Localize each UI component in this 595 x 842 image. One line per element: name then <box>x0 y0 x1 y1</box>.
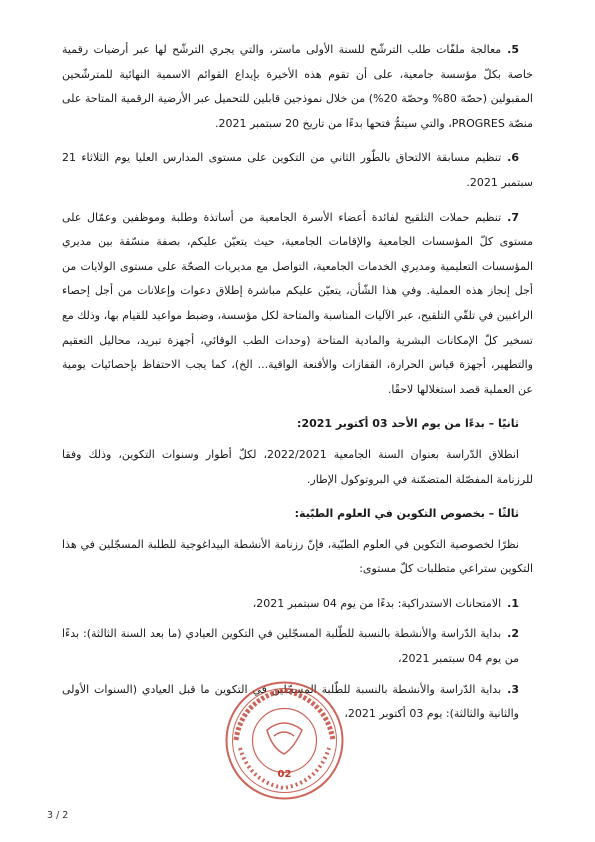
document-body <box>62 38 533 733</box>
paragraph-text: تنظيم مسابقة الالتحاق بالطّور الثاني من التكوين على مستوى المدارس العليا يوم الثلاثاء 21 سبتمبر 2021. <box>62 151 533 189</box>
paragraph-number: 5. <box>507 43 519 56</box>
paragraph-7 <box>62 206 533 403</box>
paragraph-number: 6. <box>507 151 519 165</box>
section-2-heading: ثانيًا – بدءًا من يوم الأحد 03 أكتوبر 2021: <box>297 417 519 431</box>
list-item-number: 1. <box>507 596 519 610</box>
section-3-text: نظرًا لخصوصية التكوين في العلوم الطبّية، فإنّ رزنامة الأنشطة البيداغوجية للطلبة المسجّلين في هذا التكوين ستراعي متطلبات كلّ مستوى: <box>62 537 533 576</box>
paragraph-6 <box>62 146 533 195</box>
list-item-text: بداية الدّراسة والأنشطة بالنسبة للطّلبة المسجّلين في التكوين ما قبل العيادي (السنوات الأولى والثانية والثالثة): يوم 03 أكتوبر 2021، <box>62 682 519 721</box>
official-stamp-icon <box>222 678 347 803</box>
page-number: 3 / 2 <box>47 810 69 821</box>
list-item <box>62 592 533 617</box>
paragraph-text: معالجة ملفّات طلب الترشّح للسنة الأولى ماستر، والتي يجري الترشّح لها عبر أرضيات رقمية خاصة بكلّ مؤسسة جامعية، على أن تقوم هذه الأخيرة بإيداع القوائم الاسمية النهائية للمترشّحين المقبولين (حصّة 80% وحصّة 20%) من خلال نموذجين قابلين للتحميل عبر الأرضية الرقمية المتاحة على منصّة PROGRES، والتي سيتمُّ فتحها بدءًا من تاريخ 20 سبتمبر 2021. <box>62 43 533 130</box>
list-item-text: بداية الدّراسة والأنشطة بالنسبة للطّلبة المسجّلين في التكوين العيادي (ما بعد السنة الثالثة): بدءًا من يوم 04 سبتمبر 2021، <box>62 627 519 666</box>
paragraph-5 <box>62 38 533 136</box>
paragraph-number: 7. <box>507 210 519 224</box>
list-item-number: 3. <box>507 682 519 696</box>
list-item-number: 2. <box>507 627 519 641</box>
list-item <box>62 622 533 671</box>
stamp-number: 02 <box>277 769 292 780</box>
list-item-text: الامتحانات الاستدراكية: بدءًا من يوم 04 سبتمبر 2021، <box>252 596 502 610</box>
section-2-text: انطلاق الدّراسة بعنوان السنة الجامعية 2022/2021، لكلّ أطوار وسنوات التكوين، وذلك وفقا للرزنامة المفصّلة المتضمّنة في البروتوكول الإطار. <box>62 447 533 486</box>
paragraph-text: تنظيم حملات التلقيح لفائدة أعضاء الأسرة الجامعية من أساتذة وطلبة وموظفين وعمّال على مستوى كلّ المؤسسات الجامعية والإقامات الجامعية، حيث يتعيّن عليكم، بصفة منسّقة بين مديري المؤسسات التعليمية ومديري الخدمات الجامعية، التواصل مع مديريات الصحّة على مستوى الولايات من أجل إنجاز هذه العملية. وفي هذا الشّأن، يتعيّن عليكم مباشرة إطلاق دعوات وإعلانات من أجل إحصاء الراغبين في تلقّي التلقيح، عبر الآليات المناسبة والمتاحة لكل مؤسسة، وضبط مواعيد للقيام بها، وذلك مع تسخير كلّ الإمكانات البشرية والمادية المتاحة (وحدات الطب الوقائي، أجهزة تبريد، محاليل التعقيم والتطهير، أجهزة قياس الحرارة، القفازات والأقنعة الواقية... الخ)، كما يجب الاحتفاظ بإحصائيات يومية عن العملية قصد استغلالها لاحقًا. <box>62 210 533 396</box>
section-3-heading: ثالثًا – بخصوص التكوين في العلوم الطبّية: <box>294 507 519 521</box>
